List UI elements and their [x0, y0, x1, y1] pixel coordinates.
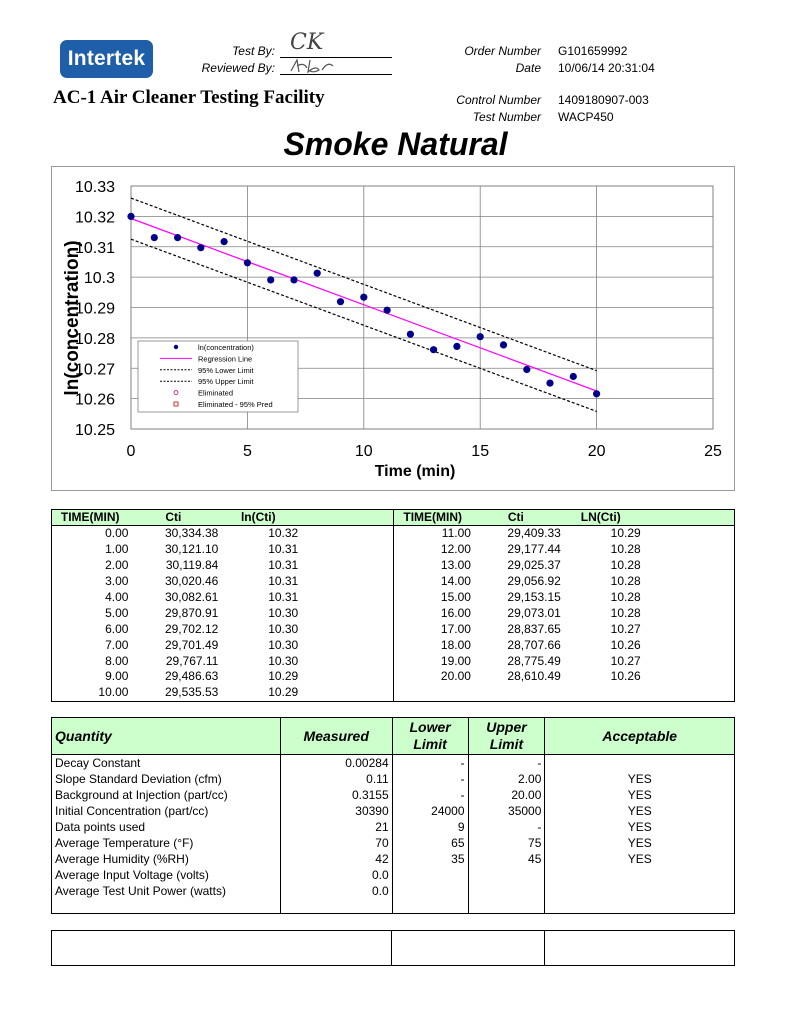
data-table-row — [52, 685, 735, 702]
data-point — [453, 343, 460, 350]
data-point — [127, 213, 134, 220]
legend-label: Eliminated — [198, 388, 234, 398]
quantity-cell: 0.0 — [280, 883, 392, 899]
left-cell: 10.30 — [268, 605, 299, 620]
left-cell: 10.29 — [268, 669, 299, 684]
data-point — [360, 294, 367, 301]
chart-legend — [138, 341, 298, 412]
quantity-cell: Data points used — [55, 820, 146, 834]
data-table-row — [52, 590, 735, 606]
notes-cell-2 — [392, 931, 545, 966]
right-cell: 11.00 — [394, 526, 471, 542]
left-cell: 10.32 — [268, 526, 299, 541]
left-cell: 30,082.61 — [164, 590, 219, 605]
right-cell: 10.26 — [610, 669, 641, 684]
right-cell: 15.00 — [394, 590, 471, 606]
quantity-cell: YES — [545, 771, 735, 787]
quantity-cell: 0.11 — [280, 771, 392, 787]
left-cell: 3.00 — [105, 574, 129, 589]
quantity-cell: 70 — [280, 835, 392, 851]
date-value: 10/06/14 20:31:04 — [558, 61, 655, 75]
y-tick-label: 10.28 — [74, 330, 115, 348]
header-lncti-left: ln(Cti) — [218, 510, 298, 526]
left-cell: 29,702.12 — [164, 621, 219, 636]
left-cell: 4.00 — [105, 590, 129, 605]
quantity-cell — [545, 755, 735, 772]
page-title: Smoke Natural — [283, 126, 508, 162]
data-point — [174, 234, 181, 241]
data-point — [244, 259, 251, 266]
right-cell: 29,056.92 — [507, 574, 561, 589]
y-tick-label: 10.32 — [74, 209, 115, 227]
left-cell: 29,870.91 — [164, 605, 219, 620]
data-point — [477, 333, 484, 340]
right-cell: 18.00 — [394, 637, 471, 653]
left-cell: 10.31 — [268, 558, 299, 573]
quantity-cell: 0.3155 — [280, 787, 392, 803]
right-cell: 10.26 — [610, 637, 641, 652]
data-table-row — [52, 669, 735, 685]
quantity-cell — [392, 883, 468, 899]
left-cell: 29,535.53 — [164, 685, 219, 700]
quantity-cell: 75 — [468, 835, 545, 851]
quantity-cell: Average Input Voltage (volts) — [55, 868, 209, 882]
right-cell: 14.00 — [394, 574, 471, 590]
y-tick-label: 10.27 — [74, 361, 115, 379]
facility-title: AC-1 Air Cleaner Testing Facility — [53, 87, 325, 108]
quantity-cell — [545, 867, 735, 883]
quantity-row — [52, 771, 735, 787]
x-tick-label: 0 — [126, 443, 136, 460]
notes-cell-3 — [545, 931, 735, 966]
quantity-cell: 65 — [392, 835, 468, 851]
quantity-cell — [468, 883, 545, 899]
quantity-cell: Slope Standard Deviation (cfm) — [55, 772, 222, 786]
left-cell: 10.29 — [268, 685, 299, 700]
left-cell: 29,701.49 — [164, 637, 219, 652]
quantity-cell: - — [468, 755, 545, 772]
y-tick-label: 10.31 — [74, 239, 115, 257]
left-cell: 29,486.63 — [164, 669, 219, 684]
left-cell: 10.00 — [98, 685, 129, 700]
y-axis-label: ln(concentration) — [62, 240, 83, 396]
data-point — [314, 270, 321, 277]
y-tick-label: 10.33 — [74, 179, 115, 196]
data-point — [523, 366, 530, 373]
quantity-cell: 45 — [468, 851, 545, 867]
legend-marker — [174, 345, 178, 349]
quantity-row — [52, 803, 735, 819]
left-cell: 7.00 — [105, 637, 129, 652]
data-table-row — [52, 621, 735, 637]
right-cell: 10.28 — [610, 542, 641, 557]
legend-label: ln(concentration) — [198, 343, 254, 352]
right-cell: 10.28 — [610, 590, 641, 605]
right-cell: 29,073.01 — [507, 605, 561, 620]
data-table-header — [52, 510, 735, 526]
right-cell: 20.00 — [394, 669, 471, 685]
left-cell: 10.30 — [268, 621, 299, 636]
control-number: 1409180907-003 — [558, 93, 649, 107]
quantity-cell: 42 — [280, 851, 392, 867]
left-cell: 6.00 — [105, 621, 129, 636]
quantity-cell: - — [392, 755, 468, 772]
test-by-signature: CK — [290, 30, 324, 55]
reviewed-by-label: Reviewed By: — [201, 61, 275, 75]
x-tick-label: 20 — [587, 443, 606, 460]
quantity-cell: 30390 — [280, 803, 392, 819]
left-cell: 30,121.10 — [164, 542, 219, 557]
data-point — [430, 346, 437, 353]
left-cell: 10.30 — [268, 637, 299, 652]
quantity-cell: 2.00 — [468, 771, 545, 787]
data-table-row — [52, 637, 735, 653]
left-cell: 30,334.38 — [164, 526, 219, 541]
left-cell: 1.00 — [105, 542, 129, 557]
data-point — [267, 276, 274, 283]
intertek-logo: Intertek — [60, 40, 153, 78]
y-tick-label: 10.26 — [74, 391, 115, 409]
data-table-row — [52, 526, 735, 542]
date-label: Date — [515, 61, 541, 75]
y-tick-label: 10.29 — [74, 300, 115, 318]
left-cell: 10.31 — [268, 574, 299, 589]
right-cell: 16.00 — [394, 605, 471, 621]
order-number: G101659992 — [558, 44, 628, 58]
quantity-row — [52, 867, 735, 883]
y-tick-label: 10.3 — [83, 270, 115, 288]
x-tick-labels — [127, 443, 722, 460]
quantity-cell: 21 — [280, 819, 392, 835]
quantity-cell: 35 — [392, 851, 468, 867]
right-cell: 29,177.44 — [507, 542, 561, 557]
left-cell: 30,020.46 — [164, 574, 219, 589]
quantity-cell — [392, 867, 468, 883]
quantity-row — [52, 835, 735, 851]
quantity-row — [52, 819, 735, 835]
right-cell: 29,153.15 — [507, 590, 561, 605]
quantity-table — [51, 717, 735, 914]
right-cell: 19.00 — [394, 653, 471, 669]
test-by-label: Test By: — [232, 44, 275, 58]
right-cell: 17.00 — [394, 621, 471, 637]
left-cell: 30,119.84 — [165, 558, 219, 573]
legend-label: 95% Upper Limit — [198, 377, 254, 387]
left-cell: 10.30 — [268, 653, 299, 668]
quantity-cell: - — [392, 787, 468, 803]
data-point — [546, 380, 553, 387]
header-time-right: TIME(MIN) — [394, 510, 471, 526]
right-cell: 13.00 — [394, 558, 471, 574]
right-cell: 10.29 — [610, 526, 641, 541]
header-lower-limit: Lower Limit — [392, 718, 468, 755]
x-tick-label: 25 — [704, 443, 722, 460]
right-cell: 10.28 — [610, 605, 641, 620]
data-table-row — [52, 574, 735, 590]
header-time-left: TIME(MIN) — [52, 510, 129, 526]
quantity-cell: Background at Injection (part/cc) — [55, 788, 228, 802]
quantity-cell: YES — [545, 803, 735, 819]
data-table-row — [52, 605, 735, 621]
header-lncti-right: LN(Cti) — [561, 510, 641, 526]
quantity-cell: 9 — [392, 819, 468, 835]
header-acceptable: Acceptable — [545, 718, 735, 755]
data-point — [500, 341, 507, 348]
notes-cell-1 — [52, 931, 392, 966]
decay-chart — [0, 0, 791, 500]
left-cell: 29,767.11 — [165, 653, 219, 668]
data-table-row — [52, 558, 735, 574]
quantity-cell: Decay Constant — [55, 756, 141, 770]
header-measured: Measured — [280, 718, 392, 755]
left-cell: 8.00 — [105, 653, 129, 668]
quantity-cell: YES — [545, 787, 735, 803]
right-cell: 28,707.66 — [507, 637, 561, 652]
quantity-row — [52, 883, 735, 899]
quantity-cell: 35000 — [468, 803, 545, 819]
quantity-cell: Average Temperature (°F) — [55, 836, 194, 850]
legend-label: Eliminated - 95% Pred — [198, 400, 273, 409]
quantity-table-header — [52, 718, 735, 755]
quantity-cell: - — [392, 771, 468, 787]
x-tick-label: 15 — [471, 443, 490, 460]
data-table-row — [52, 542, 735, 558]
data-point — [151, 234, 158, 241]
data-point — [337, 298, 344, 305]
data-point — [197, 244, 204, 251]
header-cti-left: Cti — [128, 510, 218, 526]
quantity-cell: 24000 — [392, 803, 468, 819]
quantity-row — [52, 851, 735, 867]
order-number-label: Order Number — [464, 44, 541, 58]
quantity-cell: Average Test Unit Power (watts) — [55, 884, 226, 898]
data-point — [407, 331, 414, 338]
data-point — [384, 307, 391, 314]
data-point — [570, 373, 577, 380]
left-cell: 5.00 — [105, 605, 129, 620]
quantity-row — [52, 755, 735, 772]
data-table-row — [52, 653, 735, 669]
control-number-label: Control Number — [456, 93, 541, 107]
quantity-cell: - — [468, 819, 545, 835]
quantity-cell: 0.00284 — [280, 755, 392, 772]
quantity-cell: YES — [545, 851, 735, 867]
right-cell: 10.28 — [610, 574, 641, 589]
right-cell: 29,409.33 — [507, 526, 561, 541]
left-cell: 10.31 — [268, 542, 299, 557]
y-tick-label: 10.25 — [74, 422, 115, 439]
right-cell: 12.00 — [394, 542, 471, 558]
left-cell: 0.00 — [105, 526, 129, 541]
left-cell: 10.31 — [268, 590, 299, 605]
quantity-cell: Initial Concentration (part/cc) — [55, 804, 209, 818]
quantity-cell — [468, 867, 545, 883]
legend-label: 95% Lower Limit — [198, 365, 254, 375]
x-tick-label: 10 — [354, 443, 373, 460]
right-cell: 28,837.65 — [507, 621, 561, 636]
right-cell: 29,025.37 — [507, 558, 561, 573]
right-cell: 10.27 — [610, 621, 641, 636]
data-point — [593, 390, 600, 397]
notes-table — [51, 930, 735, 966]
quantity-cell — [545, 883, 735, 899]
quantity-cell: YES — [545, 835, 735, 851]
quantity-row — [52, 787, 735, 803]
header-upper-limit: Upper Limit — [468, 718, 545, 755]
data-point — [221, 238, 228, 245]
legend-label: Regression Line — [198, 354, 253, 364]
quantity-cell: 0.0 — [280, 867, 392, 883]
left-cell: 9.00 — [105, 669, 129, 684]
quantity-cell: 20.00 — [468, 787, 545, 803]
right-cell: 10.28 — [610, 558, 641, 573]
right-cell: 28,610.49 — [507, 669, 561, 684]
quantity-cell: YES — [545, 819, 735, 835]
test-number: WACP450 — [558, 110, 614, 124]
quantity-cell: Average Humidity (%RH) — [55, 852, 189, 866]
concentration-table — [51, 509, 735, 702]
right-cell: 10.27 — [610, 653, 641, 668]
x-axis-label: Time (min) — [374, 463, 456, 480]
left-cell: 2.00 — [105, 558, 129, 573]
right-cell: 28,775.49 — [507, 653, 561, 668]
header-quantity: Quantity — [52, 718, 281, 755]
x-tick-label: 5 — [242, 443, 252, 460]
data-point — [290, 276, 297, 283]
test-number-label: Test Number — [472, 110, 541, 124]
header-cti-right: Cti — [471, 510, 561, 526]
